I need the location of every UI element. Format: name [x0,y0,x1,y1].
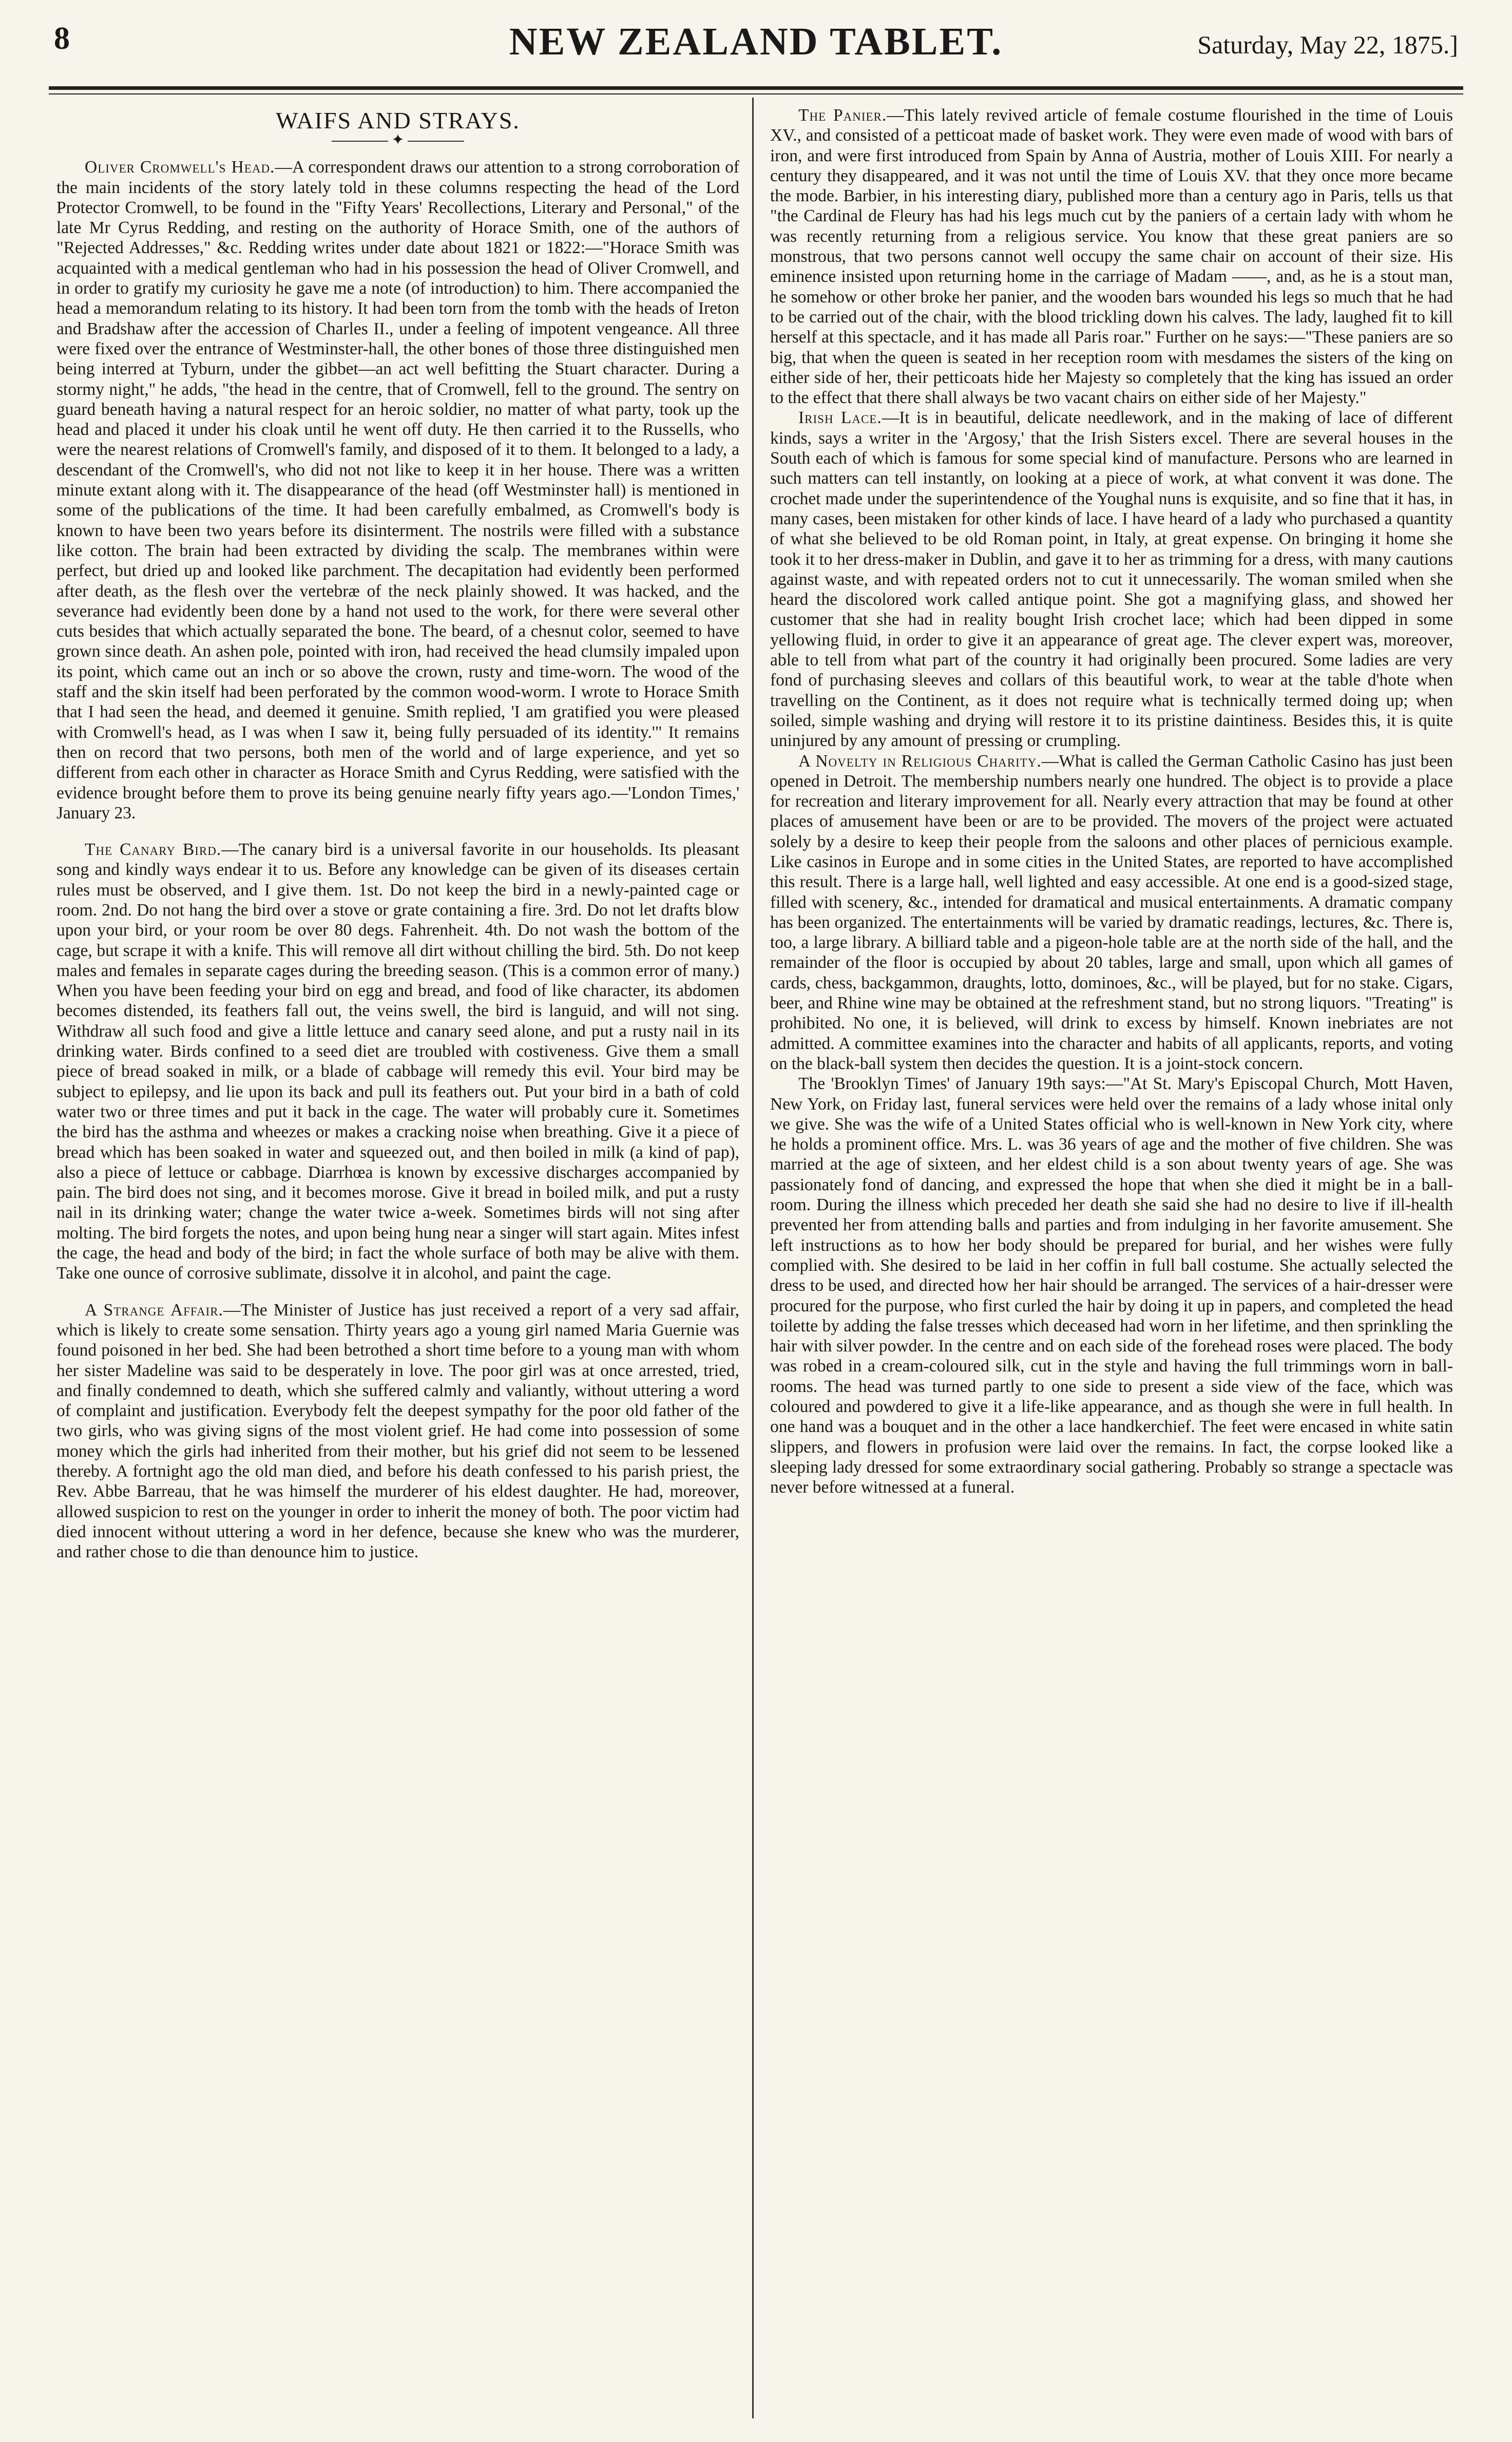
article-body: —This lately revived article of female costume flourished in the time of Louis XV., and consisted of a petticoat made of basket work. They were even made of wood with bars of iron, and were first introduced from Spain by Anna of Austria, mother of Louis XIII. For nearly a century they disappeared, and it was not until the time of Louis XV. that they once more became the mode. Barbier, in his interesting diary, published more than a century ago in Paris, tells us that "the Cardinal de Fleury has had his legs much cut by the paniers of a certain lady with whom he was recently returning from a religious service. You know that these great paniers are so monstrous, that two persons cannot well occupy the same chair on account of their size. His eminence insisted upon returning home in the carriage of Madam ——, and, as he is a stout man, he somehow or other broke her panier, and the wooden bars wounded his legs so much that he had to be carried out of the chair, with the blood trickling down his calves. The lady, laughed fit to kill herself at this spectacle, and it has made all Paris roar." Further on he says:—"These paniers are so big, that when the queen is seated in her reception room with mesdames the sisters of the king on either side of her, their petticoats hide her Majesty so completely that the king has issued an order to the effect that there shall always be two vacant chairs on either side of her Majesty." [770,106,1453,408]
article-body: —A correspondent draws our attention to a strong corroboration of the main incidents of the story lately told in these columns respecting the head of the Lord Protector Cromwell, to be found in the "Fifty Years' Recollections, Literary and Personal," of the late Mr Cyrus Redding, and resting on the authority of Horace Smith, one of the authors of "Rejected Addresses," &c. Redding writes under date about 1821 or 1822:—"Horace Smith was acquainted with a medical gentleman who had in his possession the head of Oliver Cromwell, and in order to gratify my curiosity he gave me a note (of introduction) to him. There accompanied the head a memorandum relating to its history. It had been torn from the tomb with the heads of Ireton and Bradshaw after the accession of Charles II., under a feeling of impotent vengeance. All three were fixed over the entrance of Westminster-hall, the other bones of those three distinguished men being interred at Tyburn, under the gibbet—an act well befitting the Stuart character. During a stormy night," he adds, "the head in the centre, that of Cromwell, fell to the ground. The sentry on guard beneath having a natural respect for an heroic soldier, no matter of what party, took up the head and placed it under his cloak until he went off duty. He then carried it to the Russells, who were the nearest relations of Cromwell's family, and disposed of it to them. It belonged to a lady, a descendant of the Cromwell's, who did not not like to keep it in her house. There was a written minute extant along with it. The disappearance of the head (off Westminster hall) is mentioned in some of the publications of the time. It had been carefully embalmed, as Cromwell's body is known to have been two years before its disinterment. The nostrils were filled with a substance like cotton. The brain had been extracted by dividing the scalp. The membranes within were perfect, but dried up and looked like parchment. The decapitation had evidently been performed after death, as the flesh over the vertebræ of the neck plainly showed. It was hacked, and the severance had evidently been done by a hand not used to the work, for there were several other cuts besides that which actually separated the bone. The beard, of a chesnut color, seemed to have grown since death. An ashen pole, pointed with iron, had received the head clumsily impaled upon its point, which came out an inch or so above the crown, rusty and time-worn. The wood of the staff and the skin itself had been perforated by the common wood-worm. I wrote to Horace Smith that I had seen the head, and deemed it genuine. Smith replied, 'I am gratified you were pleased with Cromwell's head, as I was when I saw it, being fully persuaded of its identity.'" It remains then on record that two persons, both men of the world and of large experience, and yet so different from each other in character as Horace Smith and Cyrus Redding, were satisfied with the evidence brought before them to prove its being genuine nearly fifty years ago.—'London Times,' January 23. [56,158,739,823]
left-column [56,105,739,2426]
article-body: —The canary bird is a universal favorite in our households. Its pleasant song and kindly ways endear it to us. Before any knowledge can be given of its diseases certain rules must be observed, and I give them. 1st. Do not keep the bird in a newly-painted cage or room. 2nd. Do not hang the bird over a stove or grate containing a fire. 3rd. Do not let drafts blow upon your bird, or your room be over 80 degs. Fahrenheit. 4th. Do not wash the bottom of the cage, but scrape it with a knife. This will remove all dirt without chilling the bird. 5th. Do not keep males and females in separate cages during the breeding season. (This is a common error of many.) When you have been feeding your bird on egg and bread, and food of like character, its abdomen becomes distended, its feathers fall out, the veins swell, the bird is languid, and will not sing. Withdraw all such food and give a little lettuce and canary seed alone, and put a rusty nail in its drinking water. Birds confined to a seed diet are troubled with costiveness. Give them a small piece of bread soaked in milk, or a blade of cabbage will remedy this evil. Your bird may be subject to epilepsy, and lie upon its back and pull its feathers out. Put your bird in a bath of cold water two or three times and put it back in the cage. The water will probably cure it. Sometimes the bird has the asthma and wheezes or makes a cracking noise when breathing. Give it a piece of bread which has been soaked in water and squeezed out, and then boiled in milk (a kind of pap), also a piece of lettuce or cabbage. Diarrhœa is known by excessive discharges accompanied by pain. The bird does not sing, and it becomes morose. Give it bread in boiled milk, and put a rusty nail in its drinking water; change the water twice a-week. Sometimes birds will not sing after molting. The bird forgets the notes, and upon being hung near a singer will start again. Mites infest the cage, the head and body of the bird; in fact the whole surface of both may be alive with them. Take one ounce of corrosive sublimate, dissolve it in alcohol, and paint the cage. [56,840,739,1283]
article-body: —The Minister of Justice has just received a report of a very sad affair, which is likely to create some sensation. Thirty years ago a young girl named Maria Guernie was found poisoned in her bed. She had been betrothed a short time before to a young man with whom her sister Madeline was said to be desperately in love. The poor girl was at once arrested, tried, and finally condemned to death, which she suffered calmly and valiantly, without uttering a word of complaint and justification. Everybody felt the deepest sympathy for the poor old father of the two girls, who was giving signs of the most violent grief. He had come into possession of some money which the girls had inherited from their mother, but his grief did not seem to be lessened thereby. A fortnight ago the old man died, and before his death confessed to his parish priest, the Rev. Abbe Barreau, that he was himself the murderer of his eldest daughter. He had, moreover, allowed suspicion to rest on the younger in order to inherit the money of both. The poor victim had died innocent without uttering a word in her defence, because she knew who was the murderer, and rather chose to die than denounce him to justice. [56,1300,739,1562]
heading-ornament: ✦ [56,132,739,148]
article-strange-affair [56,1300,739,1562]
column-divider [752,98,754,2418]
masthead-rule [49,86,1463,90]
publication-date: Saturday, May 22, 1875.] [1197,30,1458,59]
article-title: The Panier. [798,106,887,125]
article-title: Irish Lace. [798,408,882,428]
newspaper-title: NEW ZEALAND TABLET. [509,20,1003,63]
article-title: A Novelty in Religious Charity. [798,751,1042,771]
article-panier [770,105,1453,408]
article-irish-lace [770,408,1453,751]
article-title: The Canary Bird. [85,840,222,860]
article-religious-charity [770,751,1453,1074]
right-column [770,105,1453,2426]
article-body: —It is in beautiful, delicate needlework, and in the making of lace of different kinds, says a writer in the 'Argosy,' that the Irish Sisters excel. There are several houses in the South each of which is famous for some special kind of manufacture. Persons who are learned in such matters can tell instantly, on looking at a piece of work, at what convent it was done. The crochet made under the superintendence of the Youghal nuns is exquisite, and so fine that it has, in many cases, been mistaken for other kinds of lace. I have heard of a lady who purchased a quantity of what she believed to be old Roman point, in Italy, at great expense. On bringing it home she took it to her dress-maker in Dublin, and gave it to her as trimming for a dress, with many cautions against waste, and with repeated orders not to cut it unnecessarily. The woman smiled when she heard the discolored work called antique point. She got a magnifying glass, and showed her customer that she had in reality bought Irish crochet lace; which had been dipped in some yellowing fluid, in order to give it an appearance of great age. The clever expert was, moreover, able to tell from what part of the country it had originally been procured. Some ladies are very fond of purchasing sleeves and collars of this beautiful work, to wear at the table d'hote when travelling on the Continent, as it does not require what is technically termed doing up; when soiled, simple washing and drying will restore it to its pristine daintiness. Besides this, it is quite uninjured by any amount of pressing or crumpling. [770,408,1453,751]
article-body: —What is called the German Catholic Casino has just been opened in Detroit. The membership numbers nearly one hundred. The object is to provide a place for recreation and literary improvement for all. Nearly every attraction that may be found at other places of amusement have been or are to be provided. The movers of the project were actuated solely by a desire to keep their people from the saloons and other places of pernicious example. Like casinos in Europe and in some cities in the United States, are reported to have accomplished this result. There is a large hall, well lighted and easy accessible. At one end is a good-sized stage, filled with scenery, &c., intended for dramatical and musical entertainments. A dramatic company has been organized. The entertainments will be varied by dramatic readings, lectures, &c. There is, too, a large library. A billiard table and a pigeon-hole table are at the north side of the hall, and the remainder of the floor is occupied by about 20 tables, large and small, upon which all games of cards, chess, backgammon, draughts, lotto, dominoes, &c., will be played, but for no stake. Cigars, beer, and Rhine wine may be obtained at the refreshment stand, but no strong liquors. "Treating" is prohibited. No one, it is believed, will drink to excess by himself. Known inebriates are not admitted. A committee examines into the character and habits of all applicants, reports, and voting on the black-ball system then decides the question. It is a joint-stock concern. [770,751,1453,1073]
article-body: The 'Brooklyn Times' of January 19th says:—"At St. Mary's Episcopal Church, Mott Haven, New York, on Friday last, funeral services were held over the remains of a lady whose inital only we give. She was the wife of a United States official who is well-known in New York city, where he holds a prominent office. Mrs. L. was 36 years of age and the mother of five children. She was married at the age of sixteen, and her eldest child is a son about twenty years of age. She was passionately fond of dancing, and expressed the hope that when she died it might be in a ball-room. During the illness which preceded her death she said she had no desire to live if ill-health prevented her from attending balls and parties and from indulging in her favorite amusement. She left instructions as to how her body should be prepared for burial, and her wishes were fully complied with. She desired to be laid in her coffin in full ball costume. She actually selected the dress to be used, and directed how her hair should be arranged. The services of a hair-dresser were procured for the purpose, who first curled the hair by doing it up in papers, and completed the head toilette by adding the false tresses which deceased had worn in her lifetime, and then sprinkling the hair with silver powder. In the centre and on each side of the forehead roses were placed. The body was robed in a cream-coloured silk, cut in the style and having the full trimmings worn in ball-rooms. The head was turned partly to one side to present a side view of the face, which was coloured and powdered to give it a life-like appearance, and as though she were in full health. In one hand was a bouquet and in the other a lace handkerchief. The feet were encased in white satin slippers, and flowers in profusion were laid over the remains. In fact, the corpse looked like a sleeping lady dressed for some extraordinary social gathering. Probably so strange a spectacle was never before witnessed at a funeral. [770,1074,1453,1497]
article-brooklyn-funeral [770,1074,1453,1497]
section-heading: WAIFS AND STRAYS. [276,107,520,133]
masthead [49,9,1463,86]
masthead-rule-thin [49,93,1463,94]
article-canary [56,840,739,1284]
article-title: A Strange Affair. [85,1300,223,1320]
article-title: Oliver Cromwell's Head. [85,158,275,177]
article-cromwell [56,157,739,823]
page-number: 8 [54,21,70,56]
